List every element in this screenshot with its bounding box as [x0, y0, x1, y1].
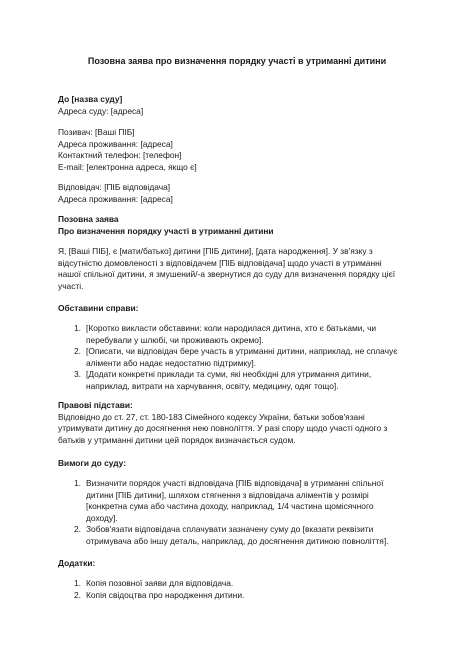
intro-paragraph: [58, 246, 424, 292]
court-name: До [назва суду]: [58, 94, 123, 104]
intro-line: нашої спільної дитини, я змушений/-а звернутися до суду для визначення порядку цієї: [58, 269, 396, 280]
list-line: аліменти або надає недостатню підтримку].: [86, 357, 257, 368]
list-number: 2.: [74, 524, 81, 535]
list-number: 1.: [74, 578, 81, 588]
intro-line: відсутністю домовленості з відповідачем [ПІБ відповідача] щодо участі в утриманні: [58, 257, 382, 268]
list-line: [конкретна сума або частина доходу, наприклад, 1/4 частина щомісячного: [86, 501, 374, 512]
list-line: [Описати, чи відповідач бере участь в утриманні дитини, наприклад, не сплачує: [86, 346, 398, 357]
list-line: дитини [ПІБ дитини], шляхом стягнення з відповідача аліментів у розмірі: [86, 489, 369, 500]
plaintiff-email: E-mail: [електронна адреса, якщо є]: [58, 161, 197, 172]
list-line: [Коротко викласти обставини: коли народилася дитина, хто є батьками, чи: [86, 323, 377, 333]
list-number: 3.: [74, 369, 81, 380]
defendant-address: Адреса проживання: [адреса]: [58, 193, 173, 204]
plaintiff-address: Адреса проживання: [адреса]: [58, 138, 173, 149]
demands-heading-text: Вимоги до суду:: [58, 458, 126, 468]
demands-list: [58, 478, 424, 548]
list-item: [58, 323, 424, 346]
list-item: [58, 478, 424, 524]
list-line: Визначити порядок участі відповідача [ПІБ відповідача] в утриманні спільної: [86, 478, 384, 488]
legal-line: Відповідно до ст. 27, ст. 180-183 Сімейного кодексу України, батьки зобов'язані: [58, 411, 365, 422]
list-line: наприклад, витрати на харчування, освіту, медицину, одяг тощо].: [86, 380, 339, 391]
list-line: Копія свідоцтва про народження дитини.: [86, 589, 245, 600]
legal-heading: Правові підстави:: [58, 400, 133, 410]
claim-heading: [58, 214, 424, 237]
list-number: 1.: [74, 323, 81, 333]
court-address: Адреса суду: [адреса]: [58, 105, 144, 116]
list-line: Копія позовної заяви для відповідача.: [86, 578, 234, 588]
attachments-heading: [58, 558, 424, 570]
intro-line: участі.: [58, 280, 84, 291]
circumstances-list: [58, 323, 424, 393]
list-line: доходу].: [86, 512, 118, 523]
plaintiff-phone: Контактний телефон: [телефон]: [58, 150, 182, 161]
intro-line: Я, [Ваші ПІБ], є [мати/батько] дитини [ПІБ дитини], [дата народження]. У зв'язку з: [58, 246, 373, 256]
list-number: 2.: [74, 346, 81, 357]
list-item: [58, 524, 424, 547]
list-number: 1.: [74, 478, 81, 488]
attachments-heading-text: Додатки:: [58, 558, 96, 568]
legal-line: батьків у утриманні дитини цей порядок визначається судом.: [58, 434, 296, 445]
list-number: 2.: [74, 589, 81, 600]
list-line: [Додати конкретні приклади та суми, які необхідні для утримання дитини,: [86, 369, 372, 380]
circumstances-heading: [58, 303, 424, 315]
list-item: [58, 578, 424, 590]
plaintiff-name: Позивач: [Ваші ПІБ]: [58, 127, 135, 137]
defendant-name: Відповідач: [ПІБ відповідача]: [58, 182, 171, 192]
list-line: перебували у шлюбі, чи проживають окремо].: [86, 334, 264, 345]
legal-block: [58, 400, 424, 446]
defendant-block: [58, 182, 424, 205]
list-line: Зобов'язати відповідача сплачувати зазначену суму до [вказати реквізити: [86, 524, 374, 535]
claim-heading-line2: Про визначення порядку участі в утриманні дитини: [58, 225, 274, 236]
list-line: отримувача або іншу деталь, наприклад, до досягнення дитиною повноліття].: [86, 535, 389, 546]
attachments-list: [58, 578, 424, 601]
document-title: Позовна заява про визначення порядку участі в утриманні дитини: [87, 56, 387, 66]
list-item: [58, 346, 424, 369]
court-block: [58, 94, 424, 117]
circumstances-heading-text: Обставини справи:: [58, 303, 139, 313]
legal-line: утримувати дитину до досягнення нею повноліття. У разі спору щодо участі одного з: [58, 423, 388, 434]
demands-heading: [58, 458, 424, 470]
plaintiff-block: [58, 127, 424, 173]
claim-heading-line1: Позовна заява: [58, 214, 119, 224]
list-item: [58, 369, 424, 392]
list-item: [58, 590, 424, 602]
